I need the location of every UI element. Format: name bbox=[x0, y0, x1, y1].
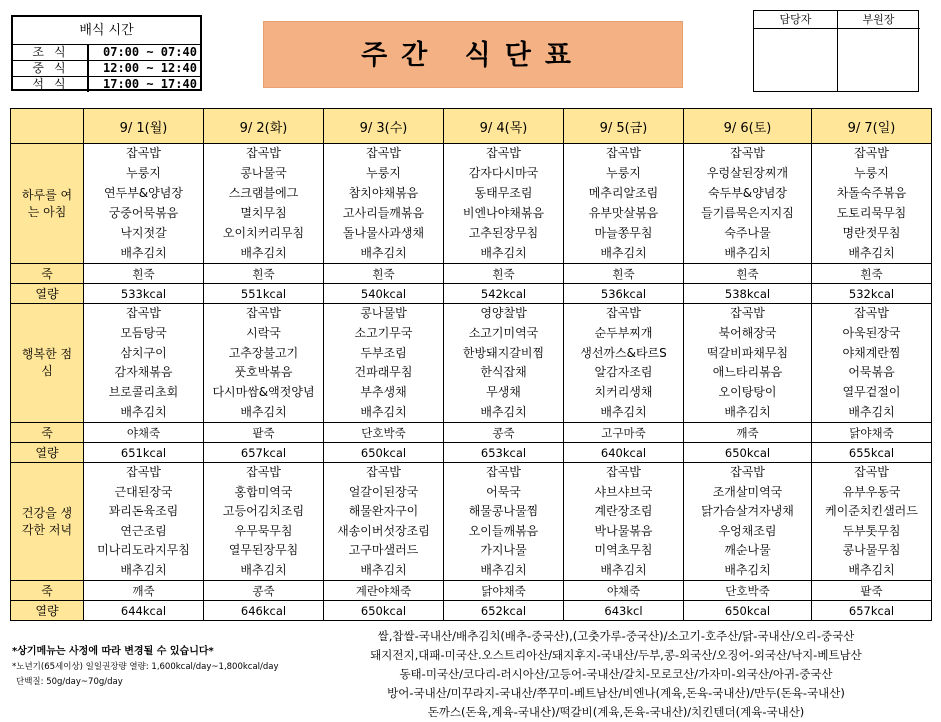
calorie-cell: 538kcal bbox=[684, 284, 812, 304]
meal-label: 행복한 점심 bbox=[11, 304, 84, 423]
dish-item: 숙두부&양념장 bbox=[708, 186, 787, 200]
dish-item: 영양찰밥 bbox=[480, 306, 527, 320]
calorie-cell: 653kcal bbox=[444, 443, 564, 463]
porridge-cell: 깨죽 bbox=[684, 423, 812, 443]
approval-box bbox=[753, 10, 919, 92]
dish-item: 멸치무침 bbox=[240, 206, 287, 220]
origin-line: 돈까스(돈육,계육-국내산)/떡갈비(계육,돈육-국내산)/치킨텐더(계육-국내산) bbox=[427, 705, 805, 719]
calorie-cell: 657kcal bbox=[204, 443, 324, 463]
dish-item: 메추리알조림 bbox=[588, 186, 659, 200]
dish-item: 배추김치 bbox=[848, 246, 895, 260]
dish-item: 어묵볶음 bbox=[848, 365, 895, 380]
porridge-row bbox=[11, 581, 932, 601]
porridge-cell: 흰죽 bbox=[444, 264, 564, 284]
dish-item: 박나물볶음 bbox=[594, 523, 653, 538]
date-header-row bbox=[11, 109, 932, 144]
dish-item: 배추김치 bbox=[600, 404, 647, 419]
serving-time-label: 조식 bbox=[13, 45, 89, 60]
dish-item: 시락국 bbox=[246, 325, 281, 340]
dish-item: 잡곡밥 bbox=[854, 146, 889, 160]
dish-item: 고등어김치조림 bbox=[222, 504, 305, 519]
dish-item: 배추김치 bbox=[240, 562, 287, 577]
dish-item: 배추김치 bbox=[240, 246, 287, 260]
dish-item: 돌나물사과생채 bbox=[342, 226, 425, 240]
dish-item: 고추된장무침 bbox=[468, 226, 539, 240]
dish-item: 무생채 bbox=[486, 385, 521, 400]
porridge-cell: 콩죽 bbox=[444, 423, 564, 443]
dish-item: 잡곡밥 bbox=[126, 306, 161, 320]
serving-time-label: 석식 bbox=[13, 77, 89, 92]
dish-item: 도토리묵무침 bbox=[836, 206, 907, 220]
day-menu-cell bbox=[564, 304, 684, 423]
porridge-label: 죽 bbox=[11, 264, 84, 284]
dish-item: 연근조림 bbox=[120, 523, 167, 538]
day-menu-cell bbox=[684, 144, 812, 264]
dish-item: 얼갈이된장국 bbox=[348, 484, 419, 499]
calorie-recommendation: *노년기(65세이상) 일일권장량 열량: 1,600kcal/day~1,800kcal/day bbox=[12, 662, 279, 672]
dish-item: 고추장불고기 bbox=[228, 345, 299, 360]
dish-item: 콩나물국 bbox=[240, 166, 287, 180]
porridge-cell: 닭야채죽 bbox=[812, 423, 932, 443]
serving-time-value: 07:00 ~ 07:40 bbox=[103, 45, 197, 59]
day-menu-cell bbox=[812, 144, 932, 264]
dish-item: 잡곡밥 bbox=[606, 306, 641, 320]
calorie-cell: 640kcal bbox=[564, 443, 684, 463]
dish-item: 소고기미역국 bbox=[468, 325, 539, 340]
dish-item: 열무된장무침 bbox=[228, 543, 299, 558]
dish-item: 고사리들깨볶음 bbox=[342, 206, 425, 220]
dish-item: 잡곡밥 bbox=[126, 146, 161, 160]
dish-item: 다시마쌈&액젓양념 bbox=[212, 385, 315, 400]
dish-item: 배추김치 bbox=[480, 246, 527, 260]
day-menu-cell bbox=[84, 304, 204, 423]
calorie-cell: 651kcal bbox=[84, 443, 204, 463]
dish-item: 잡곡밥 bbox=[246, 146, 281, 160]
dish-item: 생선까스&타르S bbox=[580, 345, 667, 360]
serving-time-value: 12:00 ~ 12:40 bbox=[103, 61, 197, 75]
dish-item: 우무묵무침 bbox=[234, 523, 293, 538]
menu-table-body bbox=[11, 109, 932, 621]
calorie-cell: 650kcal bbox=[324, 601, 444, 621]
day-menu-cell bbox=[812, 463, 932, 581]
calorie-cell: 650kcal bbox=[684, 601, 812, 621]
dish-item: 야채계란찜 bbox=[842, 345, 901, 360]
calorie-cell: 540kcal bbox=[324, 284, 444, 304]
dish-item: 소고기무국 bbox=[354, 325, 413, 340]
calorie-label: 열량 bbox=[11, 443, 84, 463]
porridge-cell: 흰죽 bbox=[324, 264, 444, 284]
date-header: 9/ 2(화) bbox=[204, 109, 324, 144]
calorie-label: 열량 bbox=[11, 601, 84, 621]
dish-item: 콩나물무침 bbox=[842, 543, 901, 558]
dish-item: 배추김치 bbox=[360, 246, 407, 260]
porridge-cell: 단호박죽 bbox=[324, 423, 444, 443]
serving-time-row bbox=[13, 77, 200, 92]
porridge-label: 죽 bbox=[11, 423, 84, 443]
calorie-cell: 646kcal bbox=[204, 601, 324, 621]
dish-item: 잡곡밥 bbox=[730, 306, 765, 320]
dish-item: 잡곡밥 bbox=[854, 306, 889, 320]
dish-item: 오이탕탕이 bbox=[718, 385, 777, 400]
date-header: 9/ 3(수) bbox=[324, 109, 444, 144]
dish-item: 우렁살된장찌개 bbox=[706, 166, 789, 180]
meal-menu-row bbox=[11, 463, 932, 581]
serving-time-label: 중식 bbox=[13, 61, 89, 76]
dish-item: 낙지젓갈 bbox=[120, 226, 167, 240]
approval-col-deputy: 부원장 bbox=[837, 11, 920, 29]
dish-item: 숙주나물 bbox=[724, 226, 771, 240]
dish-item: 새송이버섯장조림 bbox=[337, 523, 430, 538]
dish-item: 두부톳무침 bbox=[842, 523, 901, 538]
dish-item: 해물콩나물찜 bbox=[468, 504, 539, 519]
serving-time-row bbox=[13, 45, 200, 61]
origin-line: 방어-국내산/미꾸라지-국내산/쭈꾸미-베트남산/비엔나(계육,돈육-국내산)/만두(돈육-국내산) bbox=[387, 686, 845, 700]
meal-label: 건강을 생각한 저녁 bbox=[11, 463, 84, 581]
porridge-cell: 야채죽 bbox=[84, 423, 204, 443]
dish-item: 건파래무침 bbox=[354, 365, 413, 380]
dish-item: 배추김치 bbox=[120, 246, 167, 260]
calorie-cell: 551kcal bbox=[204, 284, 324, 304]
calorie-row bbox=[11, 284, 932, 304]
dish-item: 풋호박볶음 bbox=[234, 365, 293, 380]
dish-item: 닭가슴살겨자냉채 bbox=[701, 504, 794, 519]
corner-cell bbox=[11, 109, 84, 144]
day-menu-cell bbox=[324, 144, 444, 264]
dish-item: 계란장조림 bbox=[594, 504, 653, 519]
dish-item: 명란젓무침 bbox=[842, 226, 901, 240]
dish-item: 깨순나물 bbox=[724, 543, 771, 558]
calorie-row bbox=[11, 443, 932, 463]
dish-item: 잡곡밥 bbox=[246, 306, 281, 320]
day-menu-cell bbox=[684, 463, 812, 581]
day-menu-cell bbox=[204, 144, 324, 264]
calorie-label: 열량 bbox=[11, 284, 84, 304]
porridge-cell: 흰죽 bbox=[684, 264, 812, 284]
page-title: 주간 식단표 bbox=[263, 21, 683, 88]
porridge-label: 죽 bbox=[11, 581, 84, 601]
dish-item: 배추김치 bbox=[480, 562, 527, 577]
day-menu-cell bbox=[84, 144, 204, 264]
dish-item: 누룽지 bbox=[366, 166, 401, 180]
dish-item: 잡곡밥 bbox=[730, 146, 765, 160]
dish-item: 북어해장국 bbox=[718, 325, 777, 340]
dish-item: 모듬탕국 bbox=[120, 325, 167, 340]
porridge-cell: 팥죽 bbox=[812, 581, 932, 601]
dish-item: 마늘쫑무침 bbox=[594, 226, 653, 240]
day-menu-cell bbox=[684, 304, 812, 423]
day-menu-cell bbox=[444, 304, 564, 423]
dish-item: 홍합미역국 bbox=[234, 484, 293, 499]
dish-item: 배추김치 bbox=[724, 404, 771, 419]
dish-item: 떡갈비파채무침 bbox=[706, 345, 789, 360]
day-menu-cell bbox=[812, 304, 932, 423]
change-notice: *상기메뉴는 사정에 따라 변경될 수 있습니다* bbox=[12, 646, 214, 657]
dish-item: 배추김치 bbox=[848, 562, 895, 577]
dish-item: 미역초무침 bbox=[594, 543, 653, 558]
dish-item: 스크램블에그 bbox=[228, 186, 299, 200]
dish-item: 비엔나야채볶음 bbox=[462, 206, 545, 220]
day-menu-cell bbox=[204, 304, 324, 423]
date-header: 9/ 1(월) bbox=[84, 109, 204, 144]
dish-item: 오이들깨볶음 bbox=[468, 523, 539, 538]
dish-item: 애느타리볶음 bbox=[712, 365, 783, 380]
dish-item: 배추김치 bbox=[600, 246, 647, 260]
day-menu-cell bbox=[564, 463, 684, 581]
serving-time-value: 17:00 ~ 17:40 bbox=[103, 77, 197, 91]
dish-item: 샤브샤브국 bbox=[594, 484, 653, 499]
date-header: 9/ 6(토) bbox=[684, 109, 812, 144]
calorie-cell: 655kcal bbox=[812, 443, 932, 463]
dish-item: 케이준치킨샐러드 bbox=[825, 504, 918, 519]
dish-item: 잡곡밥 bbox=[606, 465, 641, 479]
dish-item: 콩나물밥 bbox=[360, 306, 407, 320]
dish-item: 조개살미역국 bbox=[712, 484, 783, 499]
dish-item: 해물완자구이 bbox=[348, 504, 419, 519]
dish-item: 유부우동국 bbox=[842, 484, 901, 499]
dish-item: 잡곡밥 bbox=[486, 465, 521, 479]
porridge-cell: 단호박죽 bbox=[684, 581, 812, 601]
meal-menu-row bbox=[11, 304, 932, 423]
date-header: 9/ 4(목) bbox=[444, 109, 564, 144]
dish-item: 어묵국 bbox=[486, 484, 521, 499]
dish-item: 브로콜리초회 bbox=[108, 385, 179, 400]
porridge-cell: 흰죽 bbox=[84, 264, 204, 284]
dish-item: 치커리생채 bbox=[594, 385, 653, 400]
porridge-row bbox=[11, 423, 932, 443]
dish-item: 알감자조림 bbox=[594, 365, 653, 380]
calorie-cell: 657kcal bbox=[812, 601, 932, 621]
dish-item: 가지나물 bbox=[480, 543, 527, 558]
dish-item: 누룽지 bbox=[606, 166, 641, 180]
dish-item: 오이치커리무침 bbox=[222, 226, 305, 240]
dish-item: 감자다시마국 bbox=[468, 166, 539, 180]
calorie-cell: 532kcal bbox=[812, 284, 932, 304]
protein-recommendation: 단백질: 50g/day~70g/day bbox=[16, 677, 123, 687]
dish-item: 부추생채 bbox=[360, 385, 407, 400]
dish-item: 잡곡밥 bbox=[246, 465, 281, 479]
porridge-cell: 계란야채죽 bbox=[324, 581, 444, 601]
origin-line: 동태-미국산/코다리-러시아산/고등어-국내산/갈치-모로코산/가자미-외국산/아귀-중국산 bbox=[399, 667, 833, 681]
dish-item: 삼치구이 bbox=[120, 345, 167, 360]
dish-item: 배추김치 bbox=[480, 404, 527, 419]
porridge-cell: 야채죽 bbox=[564, 581, 684, 601]
calorie-cell: 533kcal bbox=[84, 284, 204, 304]
day-menu-cell bbox=[204, 463, 324, 581]
porridge-cell: 흰죽 bbox=[812, 264, 932, 284]
origin-info bbox=[294, 627, 938, 722]
dish-item: 연두부&양념장 bbox=[104, 186, 183, 200]
dish-item: 누룽지 bbox=[126, 166, 161, 180]
calorie-cell: 536kcal bbox=[564, 284, 684, 304]
serving-time-heading: 배식 시간 bbox=[13, 17, 200, 45]
porridge-cell: 닭야채죽 bbox=[444, 581, 564, 601]
dish-item: 배추김치 bbox=[724, 246, 771, 260]
weekly-menu-table bbox=[10, 108, 932, 621]
day-menu-cell bbox=[324, 304, 444, 423]
calorie-cell: 652kcal bbox=[444, 601, 564, 621]
dish-item: 궁중어묵볶음 bbox=[108, 206, 179, 220]
dish-item: 동태무조림 bbox=[474, 186, 533, 200]
dish-item: 누룽지 bbox=[854, 166, 889, 180]
dish-item: 잡곡밥 bbox=[366, 465, 401, 479]
dish-item: 배추김치 bbox=[360, 562, 407, 577]
dish-item: 배추김치 bbox=[120, 562, 167, 577]
origin-line: 쌀,찹쌀-국내산/배추김치(배추-중국산),(고춧가루-중국산)/소고기-호주산/닭-국내산/오리-중국산 bbox=[377, 629, 855, 643]
dish-item: 잡곡밥 bbox=[126, 465, 161, 479]
dish-item: 잡곡밥 bbox=[486, 146, 521, 160]
dish-item: 한식잡채 bbox=[480, 365, 527, 380]
dish-item: 참치야채볶음 bbox=[348, 186, 419, 200]
dish-item: 배추김치 bbox=[360, 404, 407, 419]
day-menu-cell bbox=[564, 144, 684, 264]
day-menu-cell bbox=[324, 463, 444, 581]
dish-item: 잡곡밥 bbox=[606, 146, 641, 160]
serving-time-box bbox=[11, 15, 202, 91]
dish-item: 배추김치 bbox=[848, 404, 895, 419]
porridge-cell: 콩죽 bbox=[204, 581, 324, 601]
calorie-cell: 643kcl bbox=[564, 601, 684, 621]
origin-line: 돼지전지,대패-미국산.오스트리아산/돼지후지-국내산/두부,콩-외국산/오징어-외국산/낙지-베트남산 bbox=[370, 648, 862, 662]
dish-item: 미나리도라지무침 bbox=[97, 543, 190, 558]
calorie-cell: 650kcal bbox=[684, 443, 812, 463]
serving-time-row bbox=[13, 61, 200, 77]
porridge-cell: 고구마죽 bbox=[564, 423, 684, 443]
dish-item: 열무겉절이 bbox=[842, 385, 901, 400]
date-header: 9/ 7(일) bbox=[812, 109, 932, 144]
dish-item: 근대된장국 bbox=[114, 484, 173, 499]
dish-item: 잡곡밥 bbox=[854, 465, 889, 479]
day-menu-cell bbox=[84, 463, 204, 581]
meal-label: 하루를 여는 아침 bbox=[11, 144, 84, 264]
porridge-cell: 깨죽 bbox=[84, 581, 204, 601]
porridge-cell: 흰죽 bbox=[204, 264, 324, 284]
meal-menu-row bbox=[11, 144, 932, 264]
dish-item: 감자채볶음 bbox=[114, 365, 173, 380]
dish-item: 유부맛살볶음 bbox=[588, 206, 659, 220]
calorie-row bbox=[11, 601, 932, 621]
day-menu-cell bbox=[444, 144, 564, 264]
porridge-cell: 팥죽 bbox=[204, 423, 324, 443]
calorie-cell: 542kcal bbox=[444, 284, 564, 304]
date-header: 9/ 5(금) bbox=[564, 109, 684, 144]
dish-item: 잡곡밥 bbox=[366, 146, 401, 160]
calorie-cell: 650kcal bbox=[324, 443, 444, 463]
dish-item: 두부조림 bbox=[360, 345, 407, 360]
dish-item: 꽈리돈육조림 bbox=[108, 504, 179, 519]
dish-item: 배추김치 bbox=[240, 404, 287, 419]
dish-item: 배추김치 bbox=[600, 562, 647, 577]
approval-col-manager: 담당자 bbox=[754, 11, 837, 29]
dish-item: 잡곡밥 bbox=[730, 465, 765, 479]
dish-item: 우엉채조림 bbox=[718, 523, 777, 538]
dish-item: 배추김치 bbox=[120, 404, 167, 419]
porridge-cell: 흰죽 bbox=[564, 264, 684, 284]
calorie-cell: 644kcal bbox=[84, 601, 204, 621]
dish-item: 배추김치 bbox=[724, 562, 771, 577]
dish-item: 아욱된장국 bbox=[842, 325, 901, 340]
approval-divider bbox=[837, 11, 838, 91]
porridge-row bbox=[11, 264, 932, 284]
dish-item: 들기름묵은지지짐 bbox=[701, 206, 794, 220]
dish-item: 한방돼지갈비찜 bbox=[462, 345, 545, 360]
dish-item: 차돌숙주볶음 bbox=[836, 186, 907, 200]
day-menu-cell bbox=[444, 463, 564, 581]
dish-item: 순두부찌개 bbox=[594, 325, 653, 340]
dish-item: 고구마샐러드 bbox=[348, 543, 419, 558]
